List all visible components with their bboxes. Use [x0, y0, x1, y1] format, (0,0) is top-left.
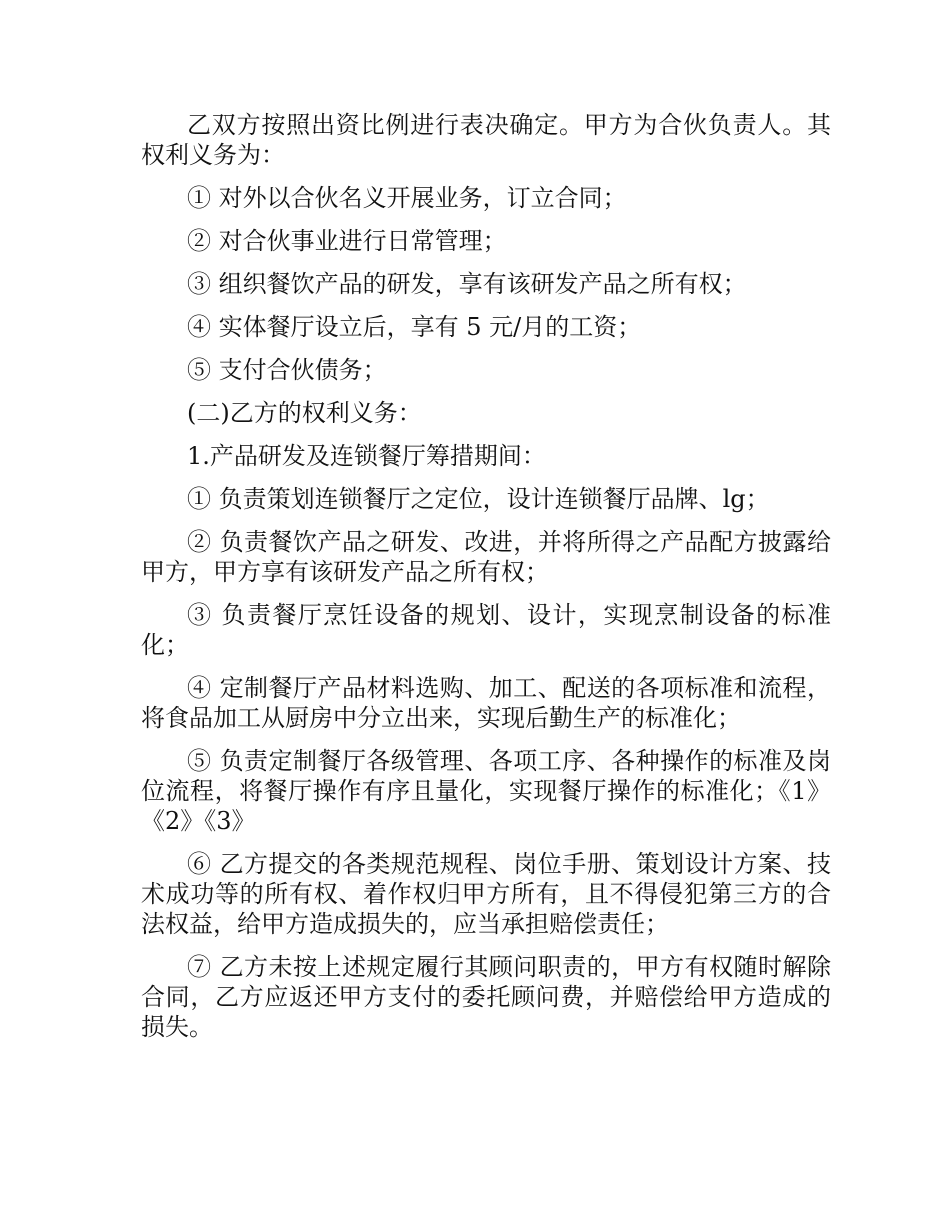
paragraph: ③ 负责餐厅烹饪设备的规划、设计，实现烹制设备的标准化；: [141, 601, 831, 659]
paragraph: 乙双方按照出资比例进行表决确定。甲方为合伙负责人。其权利义务为：: [141, 111, 831, 169]
paragraph: ① 对外以合伙名义开展业务，订立合同；: [187, 184, 627, 212]
paragraph: ④ 定制餐厅产品材料选购、加工、配送的各项标准和流程，将食品加工从厨房中分立出来，实现后勤生产的标准化；: [141, 674, 831, 732]
paragraph: ⑤ 支付合伙债务；: [187, 356, 387, 384]
paragraph: ③ 组织餐饮产品的研发，享有该研发产品之所有权；: [187, 270, 747, 298]
paragraph: ② 负责餐饮产品之研发、改进，并将所得之产品配方披露给甲方，甲方享有该研发产品之所有权；: [141, 528, 831, 586]
subsection-heading: 1.产品研发及连锁餐厅筹措期间：: [187, 442, 546, 470]
paragraph: ⑦ 乙方未按上述规定履行其顾问职责的，甲方有权随时解除合同，乙方应返还甲方支付的委托顾问费，并赔偿给甲方造成的损失。: [141, 953, 831, 1041]
paragraph: ① 负责策划连锁餐厅之定位，设计连锁餐厅品牌、lg；: [187, 485, 770, 513]
paragraph: ⑤ 负责定制餐厅各级管理、各项工序、各种操作的标准及岗位流程，将餐厅操作有序且量化，实现餐厅操作的标准化；《1》《2》《3》: [141, 747, 831, 835]
paragraph: ④ 实体餐厅设立后，享有 5 元/月的工资；: [187, 313, 642, 341]
section-heading: (二)乙方的权利义务：: [187, 399, 422, 427]
document-body: [141, 110, 831, 1055]
paragraph: ⑥ 乙方提交的各类规范规程、岗位手册、策划设计方案、技术成功等的所有权、着作权归甲方所有，且不得侵犯第三方的合法权益，给甲方造成损失的，应当承担赔偿责任；: [141, 850, 831, 938]
paragraph: ② 对合伙事业进行日常管理；: [187, 227, 507, 255]
